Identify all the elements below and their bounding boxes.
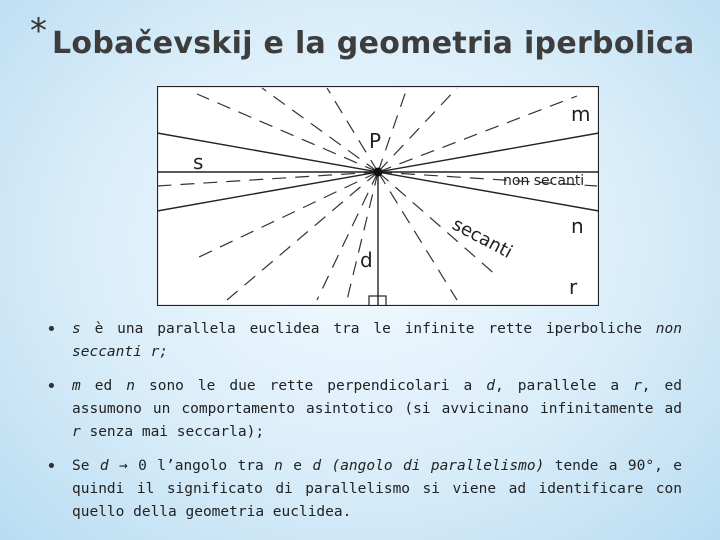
bullet-dot-icon: • <box>46 319 57 340</box>
bullet-dot-icon: • <box>46 376 57 397</box>
label-m: m <box>571 102 591 126</box>
text-run: → 0 l’angolo tra <box>108 458 275 474</box>
slide-title: Lobačevskij e la geometria iperbolica <box>52 26 695 61</box>
bullet-text <box>72 458 682 520</box>
label-s: s <box>193 150 204 174</box>
bullet-text <box>72 378 682 440</box>
bullet-item <box>42 455 682 524</box>
text-run: e <box>282 458 313 474</box>
italic-run: s <box>72 321 81 337</box>
text-run: senza mai seccarla); <box>80 424 265 440</box>
text-run: Se <box>72 458 100 474</box>
italic-run: r <box>72 424 81 440</box>
label-d: d <box>360 248 373 272</box>
label-n: n <box>571 214 584 238</box>
bullet-item <box>42 318 682 364</box>
text-run: è una parallela euclidea tra le infinite rette iperboliche <box>80 321 656 337</box>
text-run: sono le due rette perpendicolari a <box>134 378 487 394</box>
italic-run: d (angolo di parallelismo) <box>312 458 545 474</box>
label-p: P <box>369 129 382 153</box>
italic-run: d <box>486 378 495 394</box>
title-bullet-star: * <box>30 11 47 51</box>
text-run: tende a 90°, e quindi il significato di parallelismo si viene ad identificare con quello della geometria euclidea. <box>72 458 682 520</box>
italic-run: d <box>99 458 109 474</box>
bullet-dot-icon: • <box>46 456 57 477</box>
label-non-secanti: non secanti <box>503 173 585 189</box>
text-run: , ed assumono un comportamento asintotico (si avvicinano infinitamente ad <box>72 378 683 417</box>
italic-run: n <box>274 458 283 474</box>
bullet-text <box>72 321 682 360</box>
hyperbolic-parallels-diagram <box>157 86 599 306</box>
bullet-list <box>42 318 682 535</box>
text-run: ed <box>80 378 127 394</box>
italic-run: non seccanti r; <box>72 321 682 360</box>
italic-run: n <box>126 378 135 394</box>
italic-run: r <box>633 378 642 394</box>
italic-run: m <box>72 378 81 394</box>
label-r: r <box>569 275 578 299</box>
label-secanti: secanti <box>448 213 516 263</box>
bullet-item <box>42 375 682 444</box>
text-run: , parallele a <box>494 378 634 394</box>
point-p <box>374 168 383 177</box>
